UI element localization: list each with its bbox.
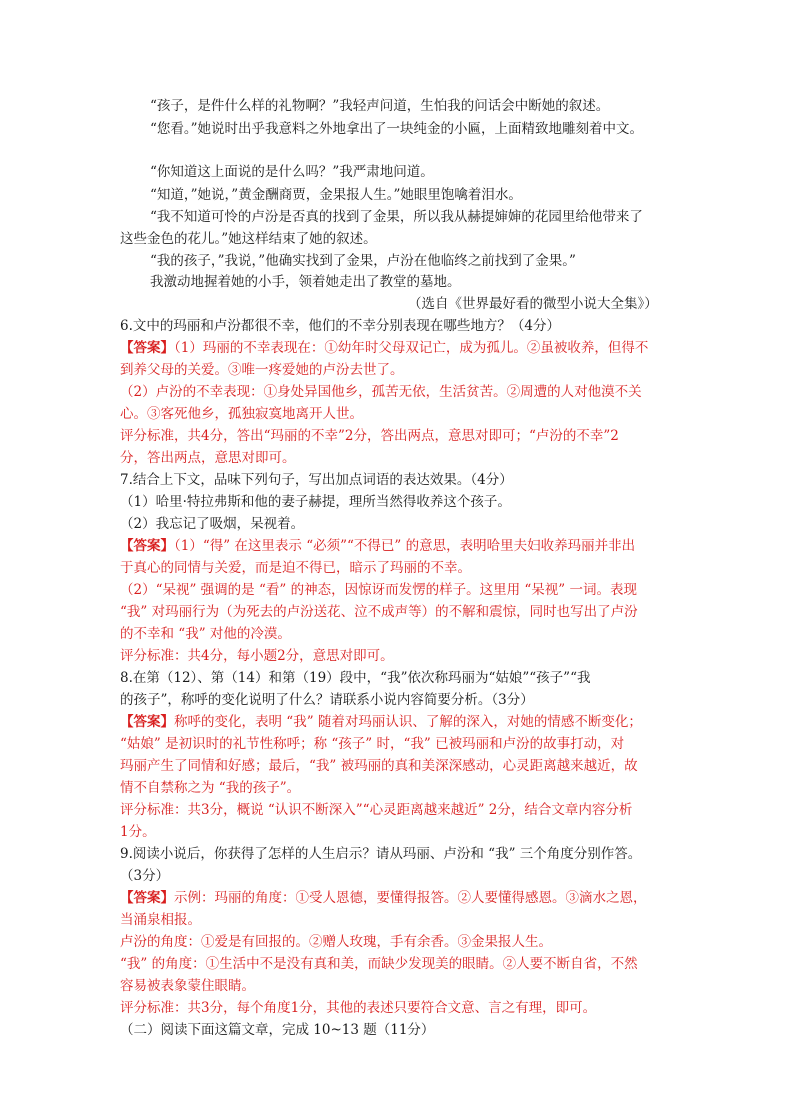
story-paragraph: “您看。”她说时出乎我意料之外地拿出了一块纯金的小匾，上面精致地雕刻着中文。: [150, 121, 644, 137]
answer-8-line: [120, 712, 642, 732]
score-6-line: 评分标准，共4分，答出“玛丽的不幸”2分，答出两点，意思对即可；“卢汾的不幸”2: [120, 428, 619, 444]
story-paragraph: “我不知道可怜的卢汾是否真的找到了金果，所以我从赫提婶婶的花园里给他带来了: [150, 209, 643, 225]
story-paragraph: “知道，”她说，”黄金酬商贾，金果报人生。”她眼里饱噙着泪水。: [150, 187, 522, 203]
score-8-line: 评分标准：共3分，概说 “认识不断深入”“心灵距离越来越近” 2分，结合文章内容分析: [120, 802, 633, 818]
answer-text: 称呼的变化，表明 “我” 随着对玛丽认识、了解的深入，对她的情感不断变化；: [174, 714, 642, 730]
answer-text: （1）玛丽的不幸表现在：①幼年时父母双记亡，成为孤儿。②虽被收养，但得不: [174, 340, 649, 356]
answer-9-line: 卢汾的角度：①爱是有回报的。②赠人玫瑰，手有余香。③金果报人生。: [120, 934, 552, 950]
answer-8-line: “姑娘” 是初识时的礼节性称呼；称 “孩子” 时，“我” 已被玛丽和卢汾的故事打动，对: [120, 736, 625, 752]
answer-tag: 【答案】: [120, 714, 174, 730]
question-8: 的孩子”，称呼的变化说明了什么？请联系小说内容简要分析。（3分）: [120, 692, 534, 708]
question-7-sentence: （2）我忘记了吸烟，呆视着。: [120, 516, 305, 532]
question-7: 7.结合上下文，品味下列句子，写出加点词语的表达效果。（4分）: [120, 472, 513, 488]
answer-6-line: 到养父母的关爱。③唯一疼爱她的卢汾去世了。: [120, 362, 404, 378]
answer-7-line: 的不幸和 “我” 对他的冷漠。: [120, 626, 291, 642]
story-paragraph: “你知道这上面说的是什么吗？”我严肃地问道。: [150, 164, 434, 180]
answer-8-line: 情不自禁称之为 “我的孩子”。: [120, 780, 301, 796]
answer-tag: 【答案】: [120, 538, 174, 554]
answer-text: （1）“得” 在这里表示 “必须”“不得已” 的意思，表明哈里夫妇收养玛丽并非出: [174, 538, 636, 554]
answer-7-line: 于真心的同情与关爱，而是迫不得已，暗示了玛丽的不幸。: [120, 560, 471, 576]
answer-6-line: （2）卢汾的不幸表现：①身处异国他乡，孤苦无依，生活贫苦。②周遭的人对他漠不关: [120, 384, 642, 400]
question-8: 8.在第（12）、第（14）和第（19）段中，“我”依次称玛丽为“姑娘”“孩子”“我: [120, 670, 591, 686]
score-7-line: 评分标准：共4分，每小题2分，意思对即可。: [120, 648, 394, 664]
answer-9-line: 当涌泉相报。: [120, 912, 201, 928]
question-7-sentence: （1）哈里·特拉弗斯和他的妻子赫提，理所当然得收养这个孩子。: [120, 494, 511, 510]
answer-8-line: 玛丽产生了同情和好感；最后，“我” 被玛丽的真和美深深感动，心灵距离越来越近，故: [120, 758, 638, 774]
score-6-line: 分，答出两点，意思对即可。: [120, 450, 296, 466]
story-paragraph: 这些金色的花儿。”她这样结束了她的叙述。: [120, 231, 377, 247]
answer-tag: 【答案】: [120, 340, 174, 356]
answer-7-line: （2）“呆视” 强调的是 “看” 的神态，因惊讶而发愣的样子。这里用 “呆视” 一词。表现: [120, 582, 637, 598]
question-9: （3分）: [120, 868, 170, 884]
story-paragraph: 我激动地握着她的小手，领着她走出了教堂的墓地。: [150, 274, 461, 290]
question-6: 6.文中的玛丽和卢汾都很不幸，他们的不幸分别表现在哪些地方？（4分）: [120, 318, 560, 334]
story-paragraph: “我的孩子，”我说，”他确实找到了金果，卢汾在他临终之前找到了金果。”: [150, 253, 576, 269]
story-paragraph: “孩子，是件什么样的礼物啊？”我轻声问道，生怕我的问话会中断她的叙述。: [150, 98, 610, 114]
answer-tag: 【答案】: [120, 890, 174, 906]
answer-text: 示例：玛丽的角度：①受人恩德，要懂得报答。②人要懂得感恩。③滴水之恩，: [174, 890, 647, 906]
question-9: 9.阅读小说后，你获得了怎样的人生启示？请从玛丽、卢汾和 “我” 三个角度分别作答。: [120, 846, 642, 862]
story-source: （选自《世界最好看的微型小说大全集》）: [408, 296, 658, 312]
answer-9-line: 容易被表象蒙住眼睛。: [120, 978, 255, 994]
answer-7-line: “我” 对玛丽行为（为死去的卢汾送花、泣不成声等）的不解和震惊，同时也写出了卢汾: [120, 604, 638, 620]
answer-6-line: [120, 338, 648, 358]
section-heading: （二）阅读下面这篇文章，完成 10~13 题（11分）: [120, 1022, 435, 1038]
answer-9-line: “我” 的角度：①生活中不是没有真和美，而缺少发现美的眼睛。②人要不断自省，不然: [120, 956, 638, 972]
answer-9-line: [120, 888, 647, 908]
answer-7-line: [120, 536, 635, 556]
score-8-line: 1分。: [120, 824, 156, 840]
score-9-line: 评分标准：共3分，每个角度1分，其他的表述只要符合文意、言之有理，即可。: [120, 1000, 597, 1016]
answer-6-line: 心。③客死他乡，孤独寂寞地离开人世。: [120, 406, 363, 422]
